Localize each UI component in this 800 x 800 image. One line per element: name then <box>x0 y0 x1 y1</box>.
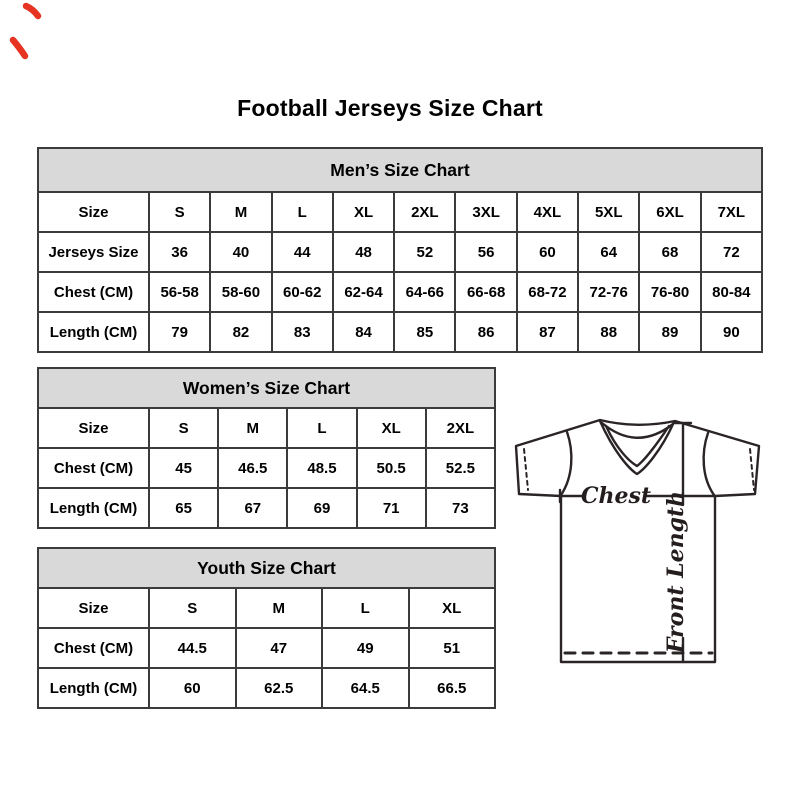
data-cell: 76-80 <box>639 272 700 312</box>
data-cell: 67 <box>218 488 287 528</box>
data-cell: 45 <box>149 448 218 488</box>
row-header-cell: Size <box>38 408 149 448</box>
table-title: Men’s Size Chart <box>38 148 762 192</box>
data-cell: 60-62 <box>272 272 333 312</box>
data-cell: 3XL <box>455 192 516 232</box>
data-cell: 60 <box>149 668 236 708</box>
data-cell: 87 <box>517 312 578 352</box>
table-title: Women’s Size Chart <box>38 368 495 408</box>
data-cell: L <box>287 408 356 448</box>
data-cell: S <box>149 588 236 628</box>
data-cell: 68-72 <box>517 272 578 312</box>
data-cell: 50.5 <box>357 448 426 488</box>
data-cell: 66-68 <box>455 272 516 312</box>
data-cell: 58-60 <box>210 272 271 312</box>
row-header-cell: Size <box>38 588 149 628</box>
row-header-cell: Size <box>38 192 149 232</box>
data-cell: 88 <box>578 312 639 352</box>
data-cell: 66.5 <box>409 668 496 708</box>
data-cell: XL <box>333 192 394 232</box>
jersey-outline <box>516 420 759 662</box>
row-header-cell: Chest (CM) <box>38 272 149 312</box>
data-cell: 80-84 <box>701 272 762 312</box>
data-cell: 6XL <box>639 192 700 232</box>
data-cell: 82 <box>210 312 271 352</box>
data-cell: 69 <box>287 488 356 528</box>
data-cell: 40 <box>210 232 271 272</box>
front-length-label: Front Length <box>663 490 689 654</box>
data-cell: 47 <box>236 628 323 668</box>
data-cell: 2XL <box>426 408 495 448</box>
row-header-cell: Chest (CM) <box>38 448 149 488</box>
data-cell: XL <box>409 588 496 628</box>
data-cell: 56 <box>455 232 516 272</box>
data-cell: 44 <box>272 232 333 272</box>
data-cell: 68 <box>639 232 700 272</box>
data-cell: XL <box>357 408 426 448</box>
chest-label: Chest <box>580 483 652 509</box>
row-header-cell: Length (CM) <box>38 668 149 708</box>
data-cell: 90 <box>701 312 762 352</box>
data-cell: 65 <box>149 488 218 528</box>
data-cell: 62-64 <box>333 272 394 312</box>
data-cell: M <box>210 192 271 232</box>
data-cell: 86 <box>455 312 516 352</box>
data-cell: M <box>218 408 287 448</box>
data-cell: 72 <box>701 232 762 272</box>
data-cell: 56-58 <box>149 272 210 312</box>
row-header-cell: Jerseys Size <box>38 232 149 272</box>
data-cell: 5XL <box>578 192 639 232</box>
data-cell: L <box>322 588 409 628</box>
data-cell: 79 <box>149 312 210 352</box>
data-cell: 2XL <box>394 192 455 232</box>
data-cell: 4XL <box>517 192 578 232</box>
data-cell: 48 <box>333 232 394 272</box>
data-cell: 84 <box>333 312 394 352</box>
data-cell: 71 <box>357 488 426 528</box>
data-cell: 7XL <box>701 192 762 232</box>
data-cell: 48.5 <box>287 448 356 488</box>
data-cell: 52.5 <box>426 448 495 488</box>
data-cell: 44.5 <box>149 628 236 668</box>
page-title: Football Jerseys Size Chart <box>237 95 543 121</box>
data-cell: 89 <box>639 312 700 352</box>
data-cell: 60 <box>517 232 578 272</box>
row-header-cell: Length (CM) <box>38 312 149 352</box>
data-cell: 62.5 <box>236 668 323 708</box>
data-cell: 46.5 <box>218 448 287 488</box>
row-header-cell: Chest (CM) <box>38 628 149 668</box>
data-cell: 52 <box>394 232 455 272</box>
data-cell: 64 <box>578 232 639 272</box>
data-cell: 64.5 <box>322 668 409 708</box>
data-cell: 36 <box>149 232 210 272</box>
data-cell: L <box>272 192 333 232</box>
data-cell: 72-76 <box>578 272 639 312</box>
data-cell: 73 <box>426 488 495 528</box>
data-cell: 83 <box>272 312 333 352</box>
data-cell: 49 <box>322 628 409 668</box>
data-cell: S <box>149 408 218 448</box>
data-cell: 85 <box>394 312 455 352</box>
data-cell: 64-66 <box>394 272 455 312</box>
data-cell: M <box>236 588 323 628</box>
row-header-cell: Length (CM) <box>38 488 149 528</box>
data-cell: 51 <box>409 628 496 668</box>
table-title: Youth Size Chart <box>38 548 495 588</box>
data-cell: S <box>149 192 210 232</box>
